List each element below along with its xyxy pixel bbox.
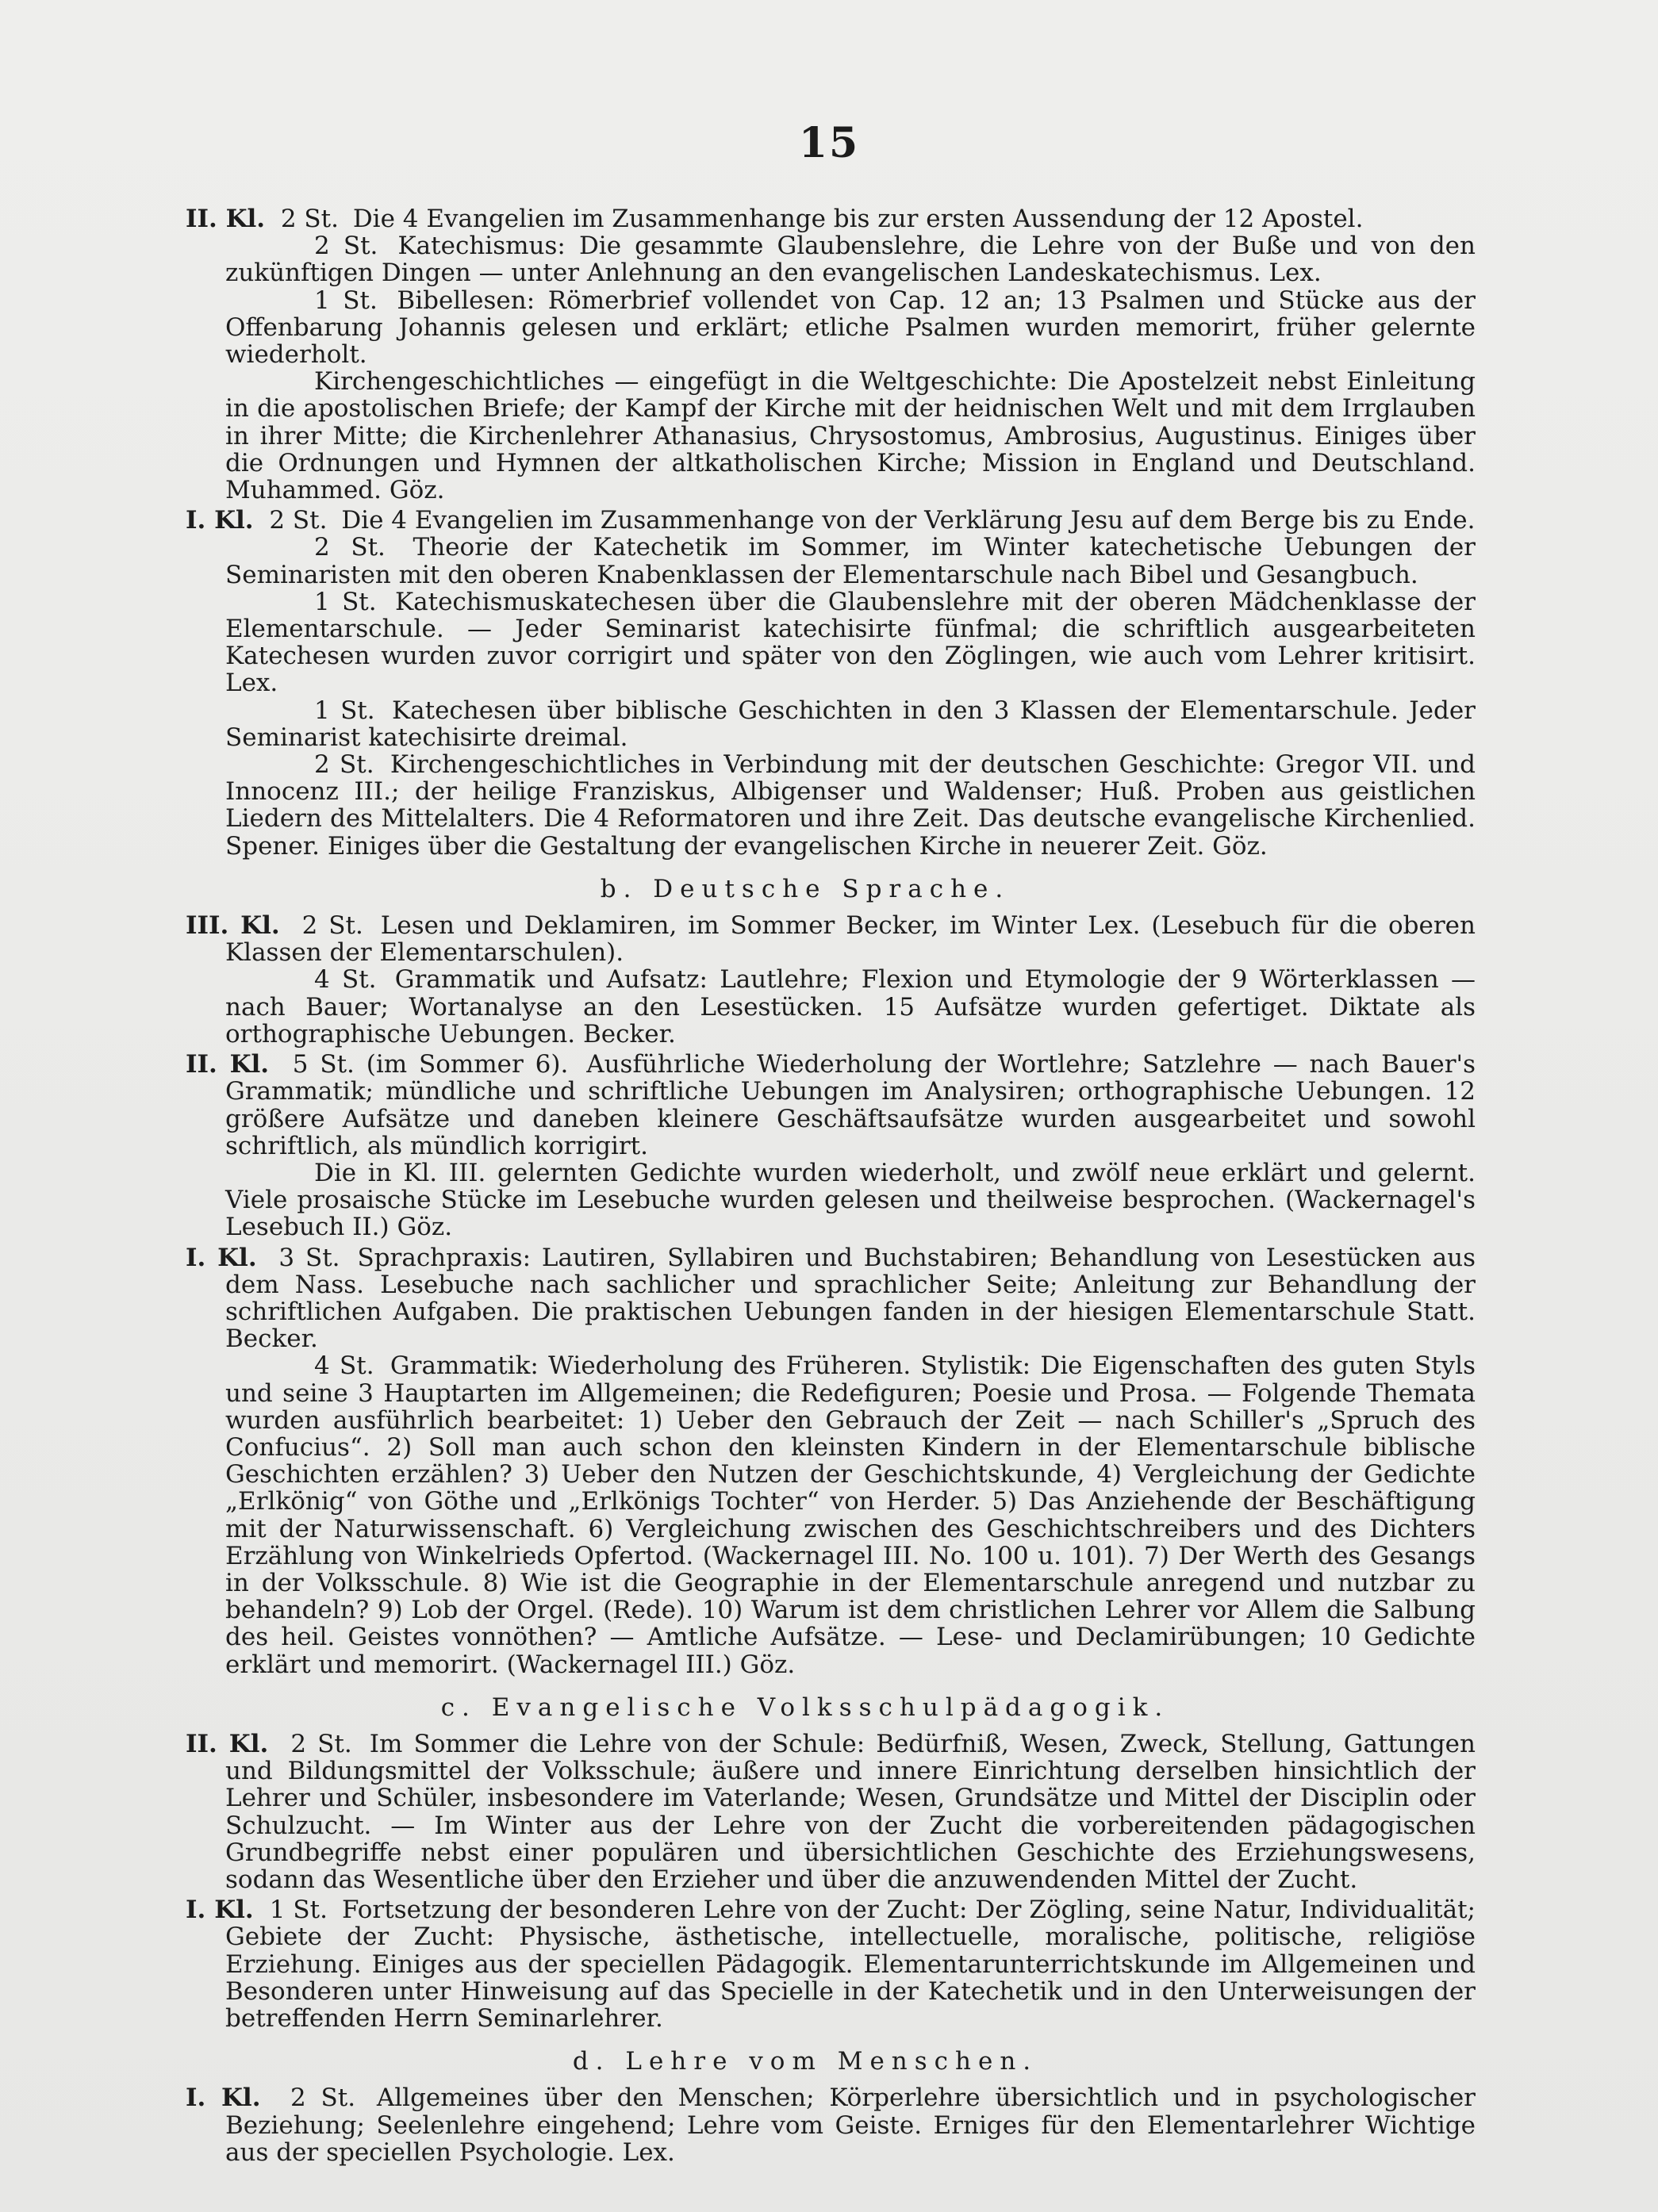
class-label: I. Kl. (186, 2084, 261, 2113)
entry-text: Theorie der Katechetik im Sommer, im Winter katechetische Uebungen der Seminaristen mit den oberen Knabenklassen der Elementarschule nach Bibel und Gesangbuch. (225, 533, 1476, 589)
entry (135, 232, 1476, 286)
entry (135, 534, 1476, 588)
hours-label: 2 St. (301, 911, 363, 941)
class-label: II. Kl. (186, 1729, 269, 1758)
entry (135, 287, 1476, 369)
entry-text: Die 4 Evangelien im Zusammenhange von der Verklärung Jesu auf dem Berge bis zu Ende. (341, 506, 1476, 535)
entry (135, 368, 1476, 504)
entry-text: Katechesen über biblische Geschichten in den 3 Klassen der Elementarschule. Jeder Seminarist katechisirte dreimal. (225, 696, 1476, 752)
class-label: I. Kl. (186, 506, 254, 535)
entry (135, 1352, 1476, 1677)
entry-text: Grammatik und Aufsatz: Lautlehre; Flexion und Etymologie der 9 Wörterklassen — nach Bauer; Wortanalyse an den Lesestücken. 15 Aufsätze wurden gefertiget. Diktate als orthographische Uebungen. Becker. (225, 965, 1476, 1048)
class-label: I. Kl. (186, 1896, 254, 1925)
entry-text: Kirchengeschichtliches in Verbindung mit der deutschen Geschichte: Gregor VII. und Innocenz III.; der heilige Franziskus, Albigenser und Waldenser; Huß. Proben aus geistlichen Liedern des Mittelalters. Die 4 Reformatoren und ihre Zeit. Das deutsche evangelische Kirchenlied. Spener. Einiges über die Gestaltung der evangelischen Kirche in neuerer Zeit. Göz. (225, 750, 1476, 861)
entry-text: Im Sommer die Lehre von der Schule: Bedürfniß, Wesen, Zweck, Stellung, Gattungen und Bildungsmittel der Volksschule; äußere und innere Einrichtung derselben hinsichtlich der Lehrer und Schüler, insbesondere im Vaterlande; Wesen, Grundsätze und Mittel der Disciplin oder Schulzucht. — Im Winter aus der Lehre von der Zucht die vorbereitenden pädagogischen Grundbegriffe nebst einer populären und übersichtlichen Geschichte des Erziehungswesens, sodann das Wesentliche über den Erzieher und über die anzuwendenden Mittel der Zucht. (225, 1729, 1476, 1894)
hours-label: 2 St. (314, 533, 386, 562)
entry-text: Kirchengeschichtliches — eingefügt in die Weltgeschichte: Die Apostelzeit nebst Einleitung in die apostolischen Briefe; der Kampf der Kirche mit der heidnischen Welt und mit dem Irrglauben in ihrer Mitte; die Kirchenlehrer Athanasius, Chrysostomus, Ambrosius, Augustinus. Einiges über die Ordnungen und Hymnen der altkatholischen Kirche; Mission in England und Deutschland. Muhammed. Göz. (225, 367, 1476, 505)
page-content (135, 202, 1476, 2166)
class-label: II. Kl. (186, 1050, 270, 1079)
hours-label: 5 St. (im Sommer 6). (292, 1050, 569, 1079)
class-label: II. Kl. (186, 205, 266, 233)
entry-text: Katechismus: Die gesammte Glaubenslehre, die Lehre von der Buße und von den zukünftigen Dingen — unter Anlehnung an den evangelischen Landeskatechismus. Lex. (225, 232, 1476, 288)
entry (135, 1051, 1476, 1160)
hours-label: 1 St. (314, 696, 375, 725)
entry (135, 697, 1476, 751)
hours-label: 2 St. (280, 205, 339, 233)
entry (135, 507, 1476, 534)
hours-label: 4 St. (314, 965, 377, 995)
entry-text: Grammatik: Wiederholung des Früheren. Stylistik: Die Eigenschaften des guten Styls und seine 3 Hauptarten im Allgemeinen; die Redefiguren; Poesie und Prosa. — Folgende Themata wurden ausführlich bearbeitet: 1) Ueber den Gebrauch der Zeit — nach Schiller's „Spruch des Confucius“. 2) Soll man auch schon den kleinsten Kindern in der Elementarschule biblische Geschichten erzählen? 3) Ueber den Nutzen der Geschichtskunde, 4) Vergleichung der Gedichte „Erlkönig“ von Göthe und „Erlkönigs Tochter“ von Herder. 5) Das Anziehende der Beschäftigung mit der Naturwissenschaft. 6) Vergleichung zwischen des Geschichtschreibers und des Dichters Erzählung von Winkelrieds Opfertod. (Wackernagel III. No. 100 u. 101). 7) Der Werth des Gesangs in der Volksschule. 8) Wie ist die Geographie in der Elementarschule anregend und nutzbar zu behandeln? 9) Lob der Orgel. (Rede). 10) Warum ist dem christlichen Lehrer vor Allem die Salbung des heil. Geistes vonnöthen? — Amtliche Aufsätze. — Lese- und Declamirübungen; 10 Gedichte erklärt und memorirt. (Wackernagel III.) Göz. (225, 1351, 1476, 1679)
hours-label: 1 St. (314, 587, 377, 616)
hours-label: 1 St. (314, 286, 378, 315)
hours-label: 3 St. (278, 1243, 340, 1272)
entry-text: Allgemeines über den Menschen; Körperlehre übersichtlich und in psychologischer Beziehung; Seelenlehre eingehend; Lehre vom Geiste. Erniges für den Elementarlehrer Wichtige aus der speciellen Psychologie. Lex. (225, 2084, 1476, 2167)
class-label: I. Kl. (186, 1243, 257, 1272)
entry-text: Ausführliche Wiederholung der Wortlehre; Satzlehre — nach Bauer's Grammatik; mündliche und schriftliche Uebungen im Analysiren; orthographische Uebungen. 12 größere Aufsätze und daneben kleinere Geschäftsaufsätze wurden ausgearbeitet und sowohl schriftlich, als mündlich korrigirt. (225, 1050, 1476, 1160)
entry (135, 751, 1476, 860)
entry-text: Die in Kl. III. gelernten Gedichte wurden wiederholt, und zwölf neue erklärt und gelernt. Viele prosaische Stücke im Lesebuche wurden gelesen und theilweise besprochen. (Wackernagel's Lesebuch II.) Göz. (225, 1158, 1476, 1242)
entry-text: Bibellesen: Römerbrief vollendet von Cap. 12 an; 13 Psalmen und Stücke aus der Offenbarung Johannis gelesen und erklärt; etliche Psalmen wurden memorirt, früher gelernte wiederholt. (225, 286, 1476, 370)
hours-label: 2 St. (269, 506, 328, 535)
entry-text: Sprachpraxis: Lautiren, Syllabiren und Buchstabiren; Behandlung von Lesestücken aus dem Nass. Lesebuche nach sachlicher und sprachlicher Seite; Anleitung zur Behandlung der schriftlichen Aufgaben. Die praktischen Uebungen fanden in der hiesigen Elementarschule Statt. Becker. (225, 1243, 1476, 1354)
class-label: III. Kl. (186, 911, 280, 941)
hours-label: 1 St. (269, 1896, 328, 1925)
hours-label: 4 St. (314, 1351, 374, 1381)
entry-text: Die 4 Evangelien im Zusammenhange bis zur ersten Aussendung der 12 Apostel. (352, 205, 1364, 233)
entry (135, 966, 1476, 1048)
hours-label: 2 St. (290, 2084, 356, 2113)
hours-label: 2 St. (314, 232, 378, 261)
entry (135, 1731, 1476, 1893)
section-heading: c. Evangelische Volksschulpädagogik. (440, 1693, 1170, 1722)
page-number: 15 (798, 119, 860, 167)
entry (135, 588, 1476, 697)
section-heading: d. Lehre vom Menschen. (572, 2047, 1038, 2076)
hours-label: 2 St. (314, 750, 374, 780)
entry (135, 205, 1476, 232)
entry-text: Fortsetzung der besonderen Lehre von der Zucht: Der Zögling, seine Natur, Individualität; Gebiete der Zucht: Physische, ästhetische, intellectuelle, moralische, politische, religiöse Erziehung. Einiges aus der speciellen Pädagogik. Elementarunterrichtskunde im Allgemeinen und Besonderen unter Hinweisung auf das Specielle in der Katechetik und in den Unterweisungen der betreffenden Herrn Seminarlehrer. (225, 1896, 1476, 2033)
section-heading: b. Deutsche Sprache. (600, 874, 1011, 903)
hours-label: 2 St. (290, 1729, 352, 1758)
entry-text: Katechismuskatechesen über die Glaubenslehre mit der oberen Mädchenklasse der Elementarschule. — Jeder Seminarist katechisirte fünfmal; die schriftlich ausgearbeiteten Katechesen wurden zuvor corrigirt und später von den Zöglingen, wie auch vom Lehrer kritisirt. Lex. (225, 587, 1476, 698)
entry (135, 1896, 1476, 2032)
entry (135, 1160, 1476, 1241)
entry (135, 912, 1476, 966)
entry-text: Lesen und Deklamiren, im Sommer Becker, im Winter Lex. (Lesebuch für die oberen Klassen der Elementarschulen). (225, 911, 1476, 968)
entry (135, 1244, 1476, 1353)
entry (135, 2084, 1476, 2166)
